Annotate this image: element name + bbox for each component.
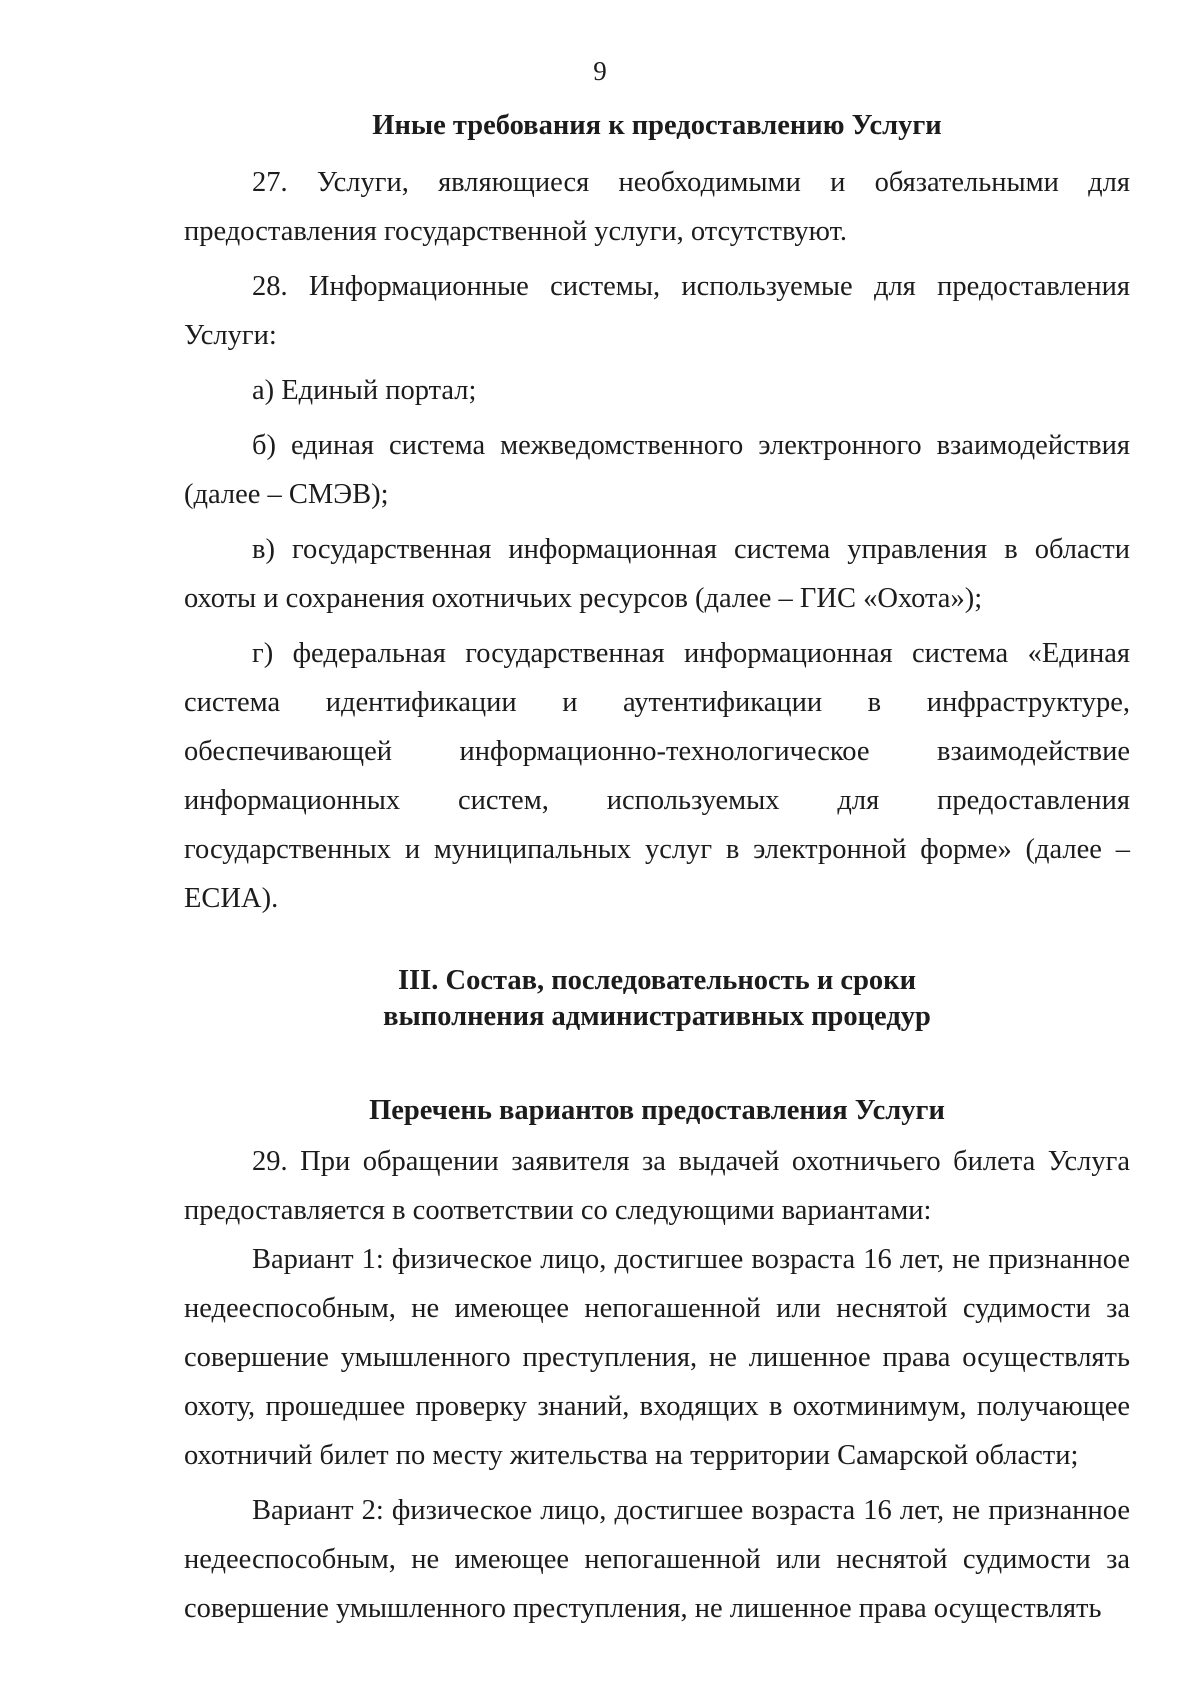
paragraph-27: 27. Услуги, являющиеся необходимыми и обязательными для предоставления государственной услуги, отсутствуют. <box>184 167 1130 247</box>
section-3-title <box>184 963 1130 1035</box>
paragraph-28-v: в) государственная информационная система управления в области охоты и сохранения охотничьих ресурсов (далее – ГИС «Охота»); <box>184 534 1130 614</box>
variant-1: Вариант 1: физическое лицо, достигшее возраста 16 лет, не признанное недееспособным, не имеющее непогашенной или неснятой судимости за совершение умышленного преступления, не лишенное права осуществлять охоту, прошедшее проверку знаний, входящих в охотминимум, получающее охотничий билет по месту жительства на территории Самарской области; <box>184 1244 1130 1471</box>
heading-other-requirements: Иные требования к предоставлению Услуги <box>372 110 942 141</box>
paragraph-28-g: г) федеральная государственная информационная система «Единая система идентификации и аутентификации в инфраструктуре, обеспечивающей информационно-технологическое взаимодействие информационных систем, используемых для предоставления государственных и муниципальных услуг в электронной форме» (далее – ЕСИА). <box>184 638 1130 914</box>
paragraph-28: 28. Информационные системы, используемые для предоставления Услуги: <box>184 271 1130 351</box>
section-3-title-line-2: выполнения административных процедур <box>383 1001 931 1032</box>
page-number: 9 <box>593 56 607 86</box>
variant-2: Вариант 2: физическое лицо, достигшее возраста 16 лет, не признанное недееспособным, не имеющее непогашенной или неснятой судимости за совершение умышленного преступления, не лишенное права осуществлять <box>184 1495 1130 1624</box>
page-content <box>184 108 1130 1633</box>
heading-variants: Перечень вариантов предоставления Услуги <box>369 1095 945 1126</box>
paragraph-29: 29. При обращении заявителя за выдачей охотничьего билета Услуга предоставляется в соответствии со следующими вариантами: <box>184 1146 1130 1226</box>
paragraph-28-b: б) единая система межведомственного электронного взаимодействия (далее – СМЭВ); <box>184 430 1130 510</box>
paragraph-28-a: а) Единый портал; <box>252 375 477 406</box>
section-3-title-line-1: III. Состав, последовательность и сроки <box>397 965 917 996</box>
